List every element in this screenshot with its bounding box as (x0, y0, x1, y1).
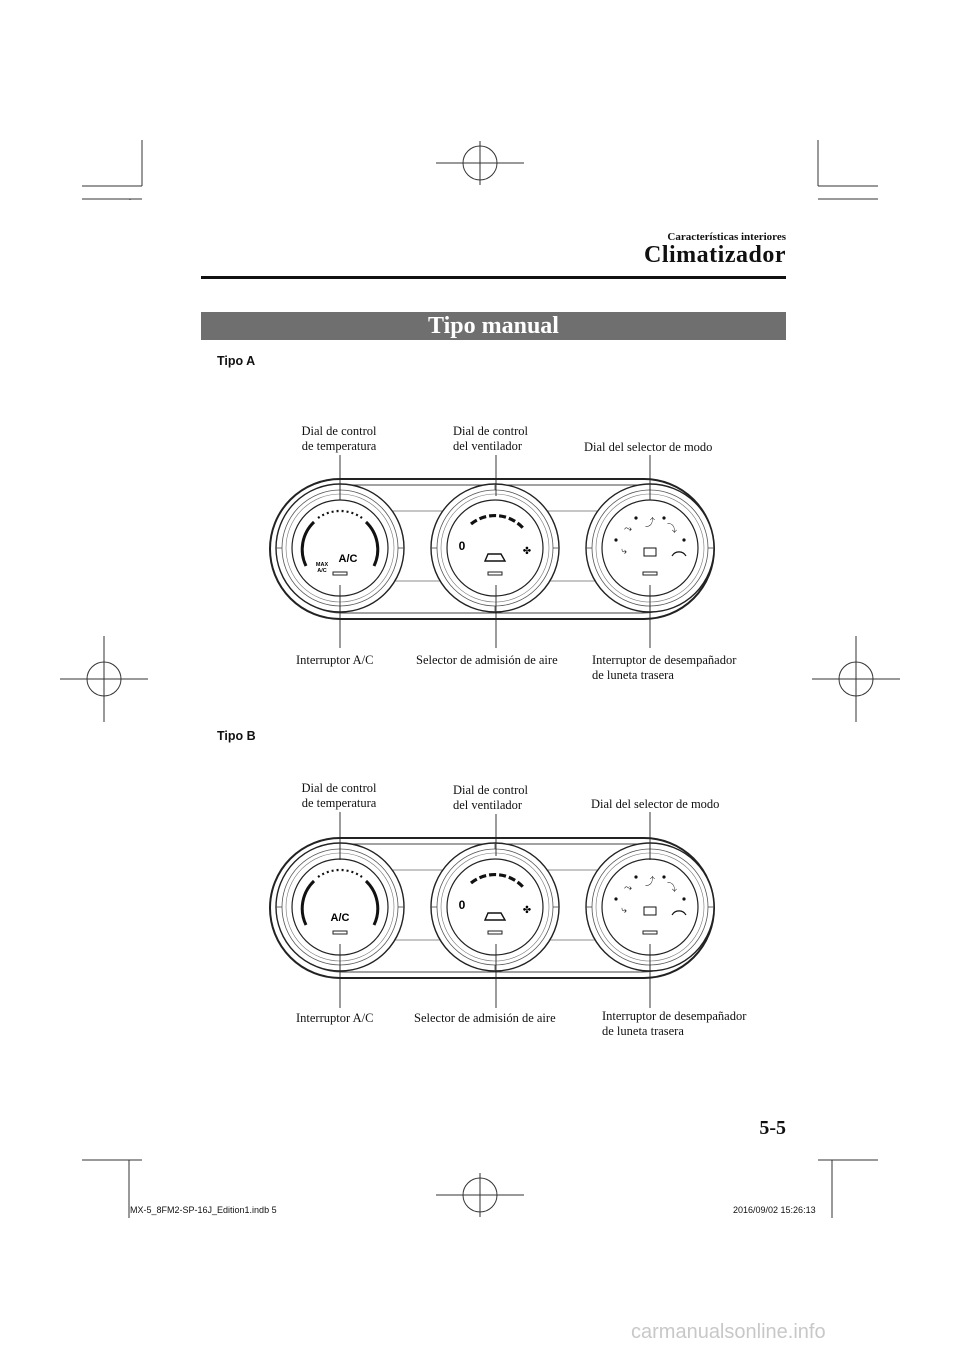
vent-floor-icon: ⤷ (621, 546, 627, 557)
vent-face-icon: ⤳ (624, 883, 632, 894)
footer-file: MX-5_8FM2-SP-16J_Edition1.indb 5 (130, 1205, 277, 1215)
label-line: Dial de control (301, 781, 377, 795)
ac-text: A/C (338, 553, 358, 565)
variant-b-mode-dial-label: Dial del selector de modo (591, 797, 720, 811)
fan-zero-text: 0 (458, 898, 466, 912)
banner-title: Tipo manual (201, 312, 786, 340)
watermark: carmanualsonline.info (631, 1321, 826, 1343)
footer-timestamp: 2016/09/02 15:26:13 (733, 1205, 816, 1215)
page-number: 5-5 (759, 1117, 786, 1139)
variant-a-title: Tipo A (217, 354, 256, 368)
vent-floor-icon: ⤷ (621, 905, 627, 916)
label-line: de temperatura (301, 439, 377, 453)
fan-icon: ✤ (522, 546, 532, 557)
label-line: de luneta trasera (602, 1024, 684, 1038)
fan-zero-text: 0 (458, 539, 466, 553)
vent-defrost-floor-icon: ⤵ (667, 524, 677, 535)
variant-b-title: Tipo B (217, 729, 256, 743)
fan-icon: ✤ (522, 905, 532, 916)
variant-b-ac-switch-label: Interruptor A/C (296, 1011, 374, 1025)
variant-a-mode-dial-label: Dial del selector de modo (584, 440, 713, 454)
label-line: del ventilador (453, 439, 523, 453)
label-line: de luneta trasera (592, 668, 674, 682)
label-line: Dial de control (453, 783, 528, 797)
ac-text: A/C (330, 912, 350, 924)
label-line: del ventilador (453, 798, 523, 812)
section-title: Climatizador (644, 242, 786, 268)
label-line: Interruptor de desempañador (592, 653, 737, 667)
variant-a-ac-switch-label: Interruptor A/C (296, 653, 374, 667)
vent-bilevel-icon: ⤴ (645, 518, 655, 529)
vent-bilevel-icon: ⤴ (645, 877, 655, 888)
vent-defrost-floor-icon: ⤵ (667, 883, 677, 894)
label-line: Dial de control (301, 424, 377, 438)
vent-face-icon: ⤳ (624, 524, 632, 535)
label-line: Dial de control (453, 424, 528, 438)
variant-b-defog-label (602, 1009, 746, 1039)
max-ac-text: A/C (317, 568, 327, 574)
variant-b-intake-selector-label: Selector de admisión de aire (414, 1011, 556, 1025)
variant-a-intake-selector-label: Selector de admisión de aire (416, 653, 558, 667)
label-line: Interruptor de desempañador (602, 1009, 747, 1023)
section-kicker: Características interiores (667, 231, 786, 243)
max-text: MAX (315, 562, 329, 568)
label-line: de temperatura (301, 796, 377, 810)
